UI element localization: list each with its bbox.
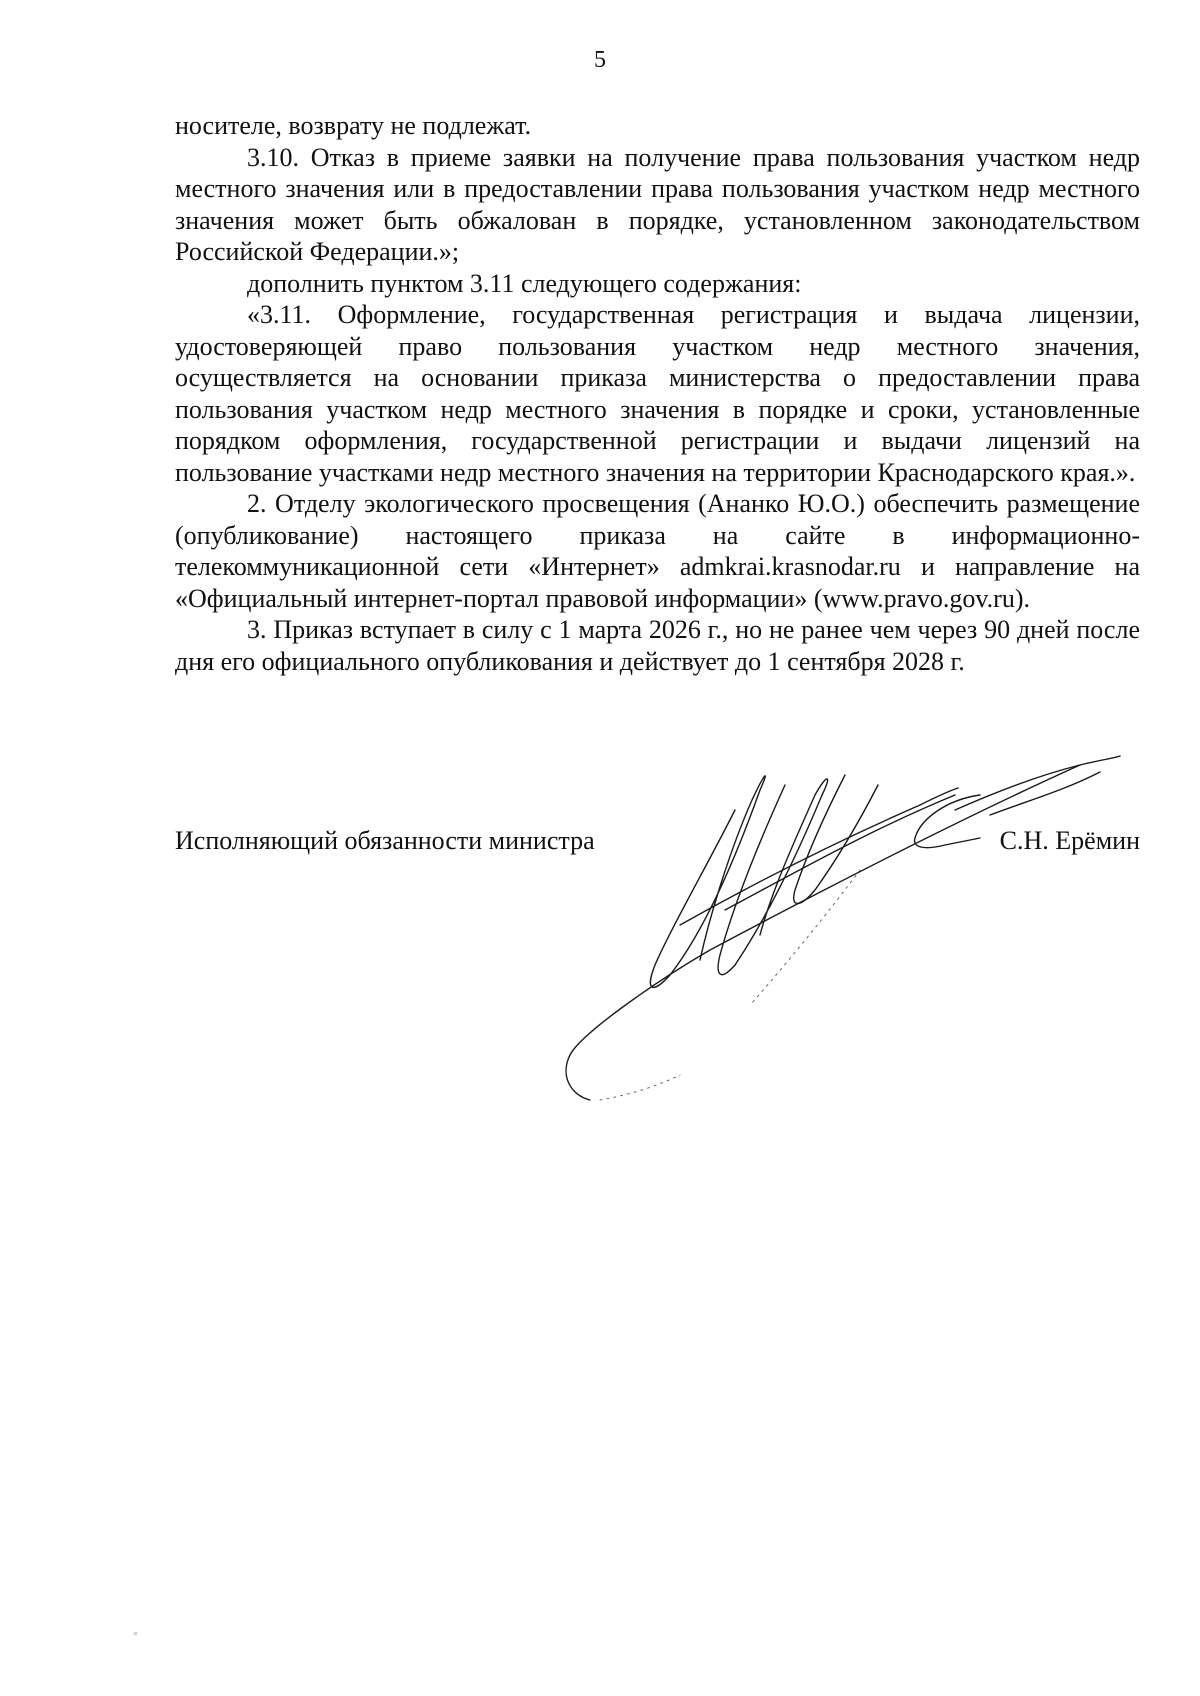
signatory-name: С.Н. Ерёмин (999, 826, 1140, 855)
scan-speck (134, 1632, 137, 1635)
paragraph-add-3-11: дополнить пунктом 3.11 следующего содержания: (247, 268, 802, 298)
handwritten-signature (560, 750, 1160, 1110)
paragraph-item-3: 3. Приказ вступает в силу с 1 марта 2026 г., но не ранее чем через 90 дней после дня его официального опубликования и действует до 1 сентября 2028 г. (175, 615, 1140, 676)
document-body (175, 110, 1140, 677)
paragraph-item-2: 2. Отделу экологического просвещения (Ананко Ю.О.) обеспечить размещение (опубликование) настоящего приказа на сайте в информационно-телекоммуникационной сети «Интернет» admkrai.krasnodar.ru и направление на «Официальный интернет-портал правовой информации» (www.pravo.gov.ru). (175, 489, 1140, 613)
page-number: 5 (594, 47, 606, 73)
paragraph-continuation: носителе, возврату не подлежат. (175, 111, 532, 140)
paragraph-3-11: «3.11. Оформление, государственная регистрация и выдача лицензии, удостоверяющей право пользования участком недр местного значения, осуществляется на основании приказа министерства о предоставлении права пользования участком недр местного значения в порядке и сроки, установленные порядком оформления, государственной регистрации и выдачи лицензий на пользование участками недр местного значения на территории Краснодарского края.». (175, 300, 1140, 487)
paragraph-3-10: 3.10. Отказ в приеме заявки на получение права пользования участком недр местного значения или в предоставлении права пользования участком недр местного значения может быть обжалован в порядке, установленном законодательством Российской Федерации.»; (175, 142, 1140, 266)
signatory-position: Исполняющий обязанности министра (175, 826, 595, 855)
